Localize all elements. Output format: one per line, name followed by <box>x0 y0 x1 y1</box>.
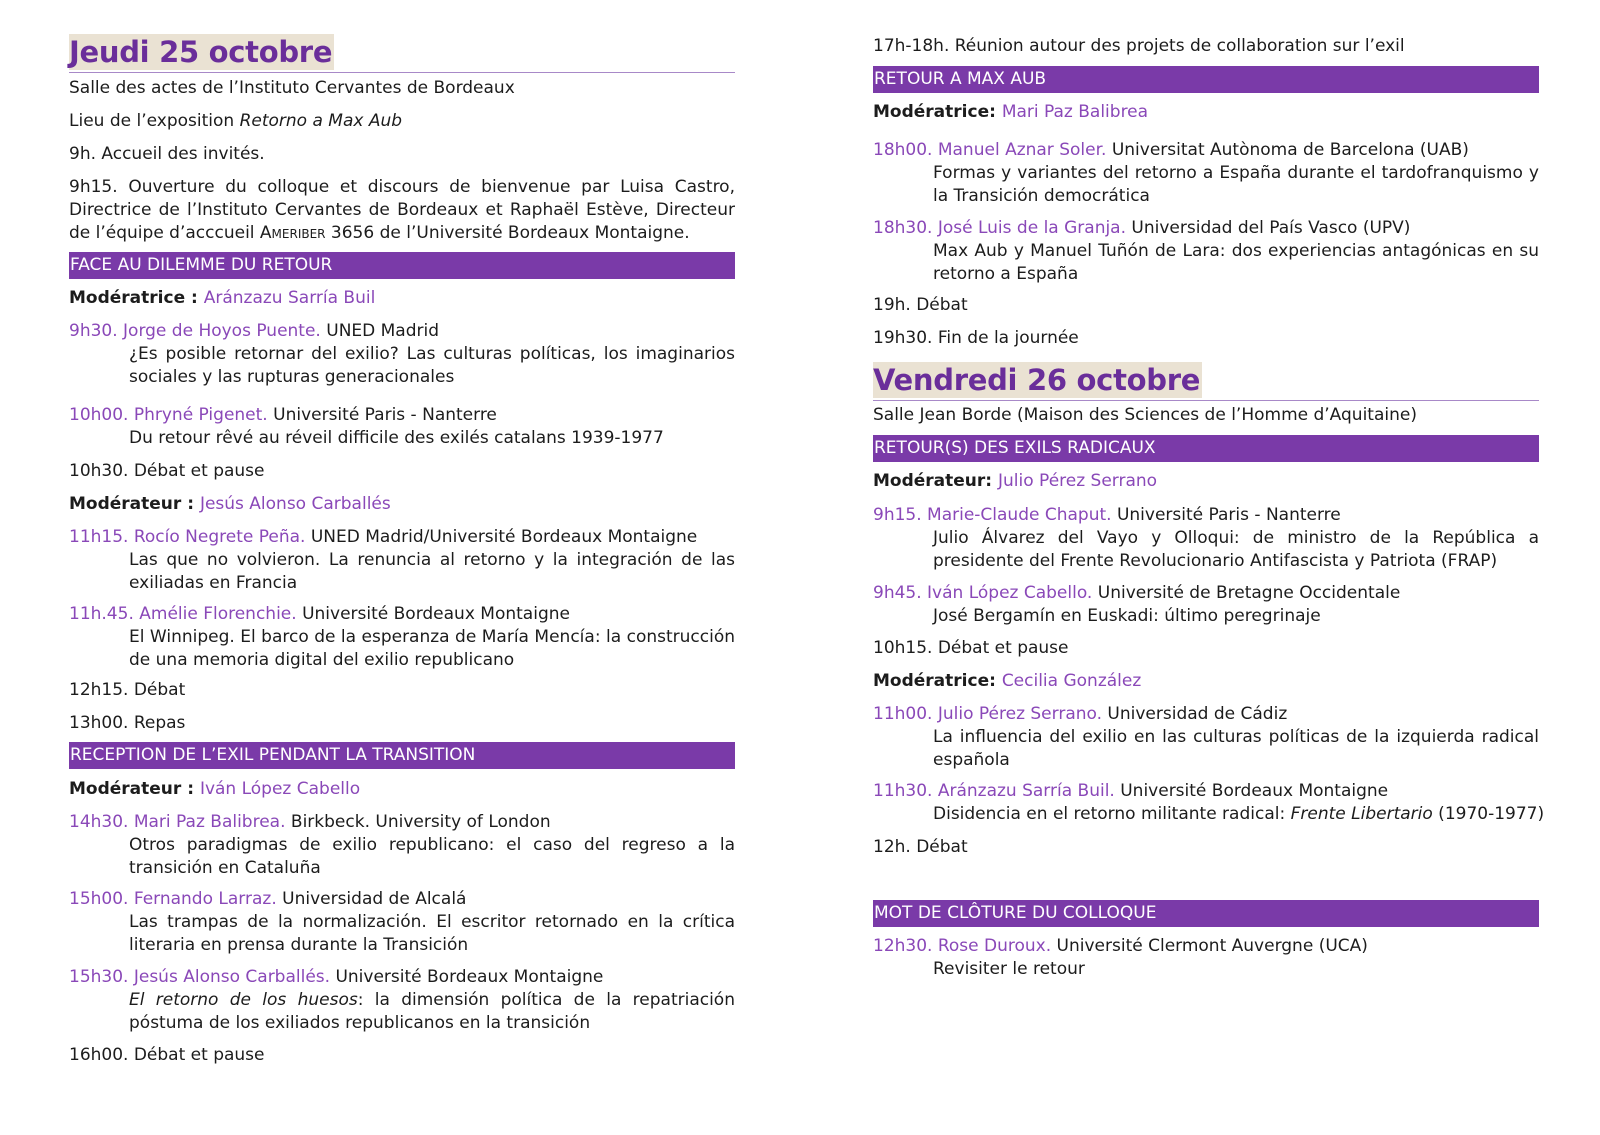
talk-time-speaker: 11h15. Rocío Negrete Peña. <box>69 527 306 547</box>
schedule-item: 10h15. Débat et pause <box>873 638 1069 658</box>
moderator-name: Mari Paz Balibrea <box>1001 102 1149 122</box>
welcome-text: 9h. Accueil des invités. <box>69 144 265 164</box>
moderator-line <box>69 493 735 516</box>
talk-title: Max Aub y Manuel Tuñón de Lara: dos experiencias antagónicas en su retorno a España <box>933 241 1539 284</box>
talk-item <box>873 217 1539 240</box>
moderator-name: Iván López Cabello <box>199 779 361 799</box>
moderator-label: Modérateur : <box>69 494 200 514</box>
talk-affiliation: UNED Madrid/Université Bordeaux Montaigne <box>305 527 698 547</box>
talk-item <box>873 504 1539 527</box>
talk-time-speaker: 9h15. Marie-Claude Chaput. <box>873 505 1112 525</box>
opening-text <box>69 176 735 245</box>
section-band: RETOUR(S) DES EXILS RADICAUX <box>873 435 1539 462</box>
talk-title: Las que no volvieron. La renuncia al retorno y la integración de las exiliadas en Francia <box>129 550 735 593</box>
day-divider <box>873 400 1539 401</box>
exhibition-prefix: Lieu de l’exposition <box>69 111 240 131</box>
talk-item <box>873 582 1539 605</box>
talk-item <box>873 935 1539 958</box>
talk-item <box>873 703 1539 726</box>
talk-time-speaker: 15h30. Jesús Alonso Carballés. <box>69 967 331 987</box>
moderator-label: Modératrice: <box>873 102 1002 122</box>
talk-title-italic: Frente Libertario <box>1290 804 1433 824</box>
talk-title-rest: : la dimensión política de la repatriación póstuma de los exiliados republicanos en la transición <box>129 990 735 1033</box>
talk-title: Formas y variantes del retorno a España durante el tardofranquismo y la Transición democrática <box>933 163 1539 206</box>
talk-time-speaker: 12h30. Rose Duroux. <box>873 936 1052 956</box>
moderator-label: Modérateur: <box>873 471 999 491</box>
section-band: RECEPTION DE L’EXIL PENDANT LA TRANSITION <box>69 742 735 769</box>
talk-title-pre: Disidencia en el retorno militante radical: <box>933 804 1291 824</box>
venue-text: Salle des actes de l’Instituto Cervantes de Bordeaux <box>69 78 515 98</box>
day-header-friday <box>873 362 1539 402</box>
exhibition-text <box>69 110 735 133</box>
moderator-line <box>873 470 1539 493</box>
talk-affiliation: Université de Bretagne Occidentale <box>1092 583 1401 603</box>
talk-title-post: (1970-1977) <box>1432 804 1545 824</box>
section-band: MOT DE CLÔTURE DU COLLOQUE <box>873 900 1539 927</box>
talk-item <box>873 780 1539 803</box>
section-band: FACE AU DILEMME DU RETOUR <box>69 252 735 279</box>
schedule-item: 16h00. Débat et pause <box>69 1045 265 1065</box>
moderator-name: Cecilia González <box>1001 671 1142 691</box>
talk-title: José Bergamín en Euskadi: último peregrinaje <box>933 606 1321 626</box>
talk-affiliation: Birkbeck. University of London <box>285 812 551 832</box>
talk-title: Revisiter le retour <box>933 959 1085 979</box>
day-title: Jeudi 25 octobre <box>69 35 333 69</box>
moderator-line <box>873 670 1539 693</box>
schedule-item: 10h30. Débat et pause <box>69 461 265 481</box>
talk-time-speaker: 11h00. Julio Pérez Serrano. <box>873 704 1103 724</box>
talk-affiliation: Université Paris - Nanterre <box>1111 505 1341 525</box>
moderator-label: Modératrice : <box>69 288 204 308</box>
talk-item <box>69 526 735 549</box>
talk-time-speaker: 9h30. Jorge de Hoyos Puente. <box>69 321 321 341</box>
talk-affiliation: Université Bordeaux Montaigne <box>296 604 570 624</box>
day-divider <box>69 72 735 73</box>
opening-main: 9h15. Ouverture du colloque et discours de bienvenue par Luisa Castro, Directrice de l’Instituto Cervantes de Bordeaux et Raphaël Estève, Directeur de l’équipe d’acccueil <box>69 177 735 243</box>
talk-affiliation: Universitat Autònoma de Barcelona (UAB) <box>1106 140 1469 160</box>
talk-affiliation: Universidad del País Vasco (UPV) <box>1126 218 1411 238</box>
talk-time-speaker: 10h00. Phryné Pigenet. <box>69 405 268 425</box>
schedule-item: 19h. Débat <box>873 295 968 315</box>
talk-time-speaker: 14h30. Mari Paz Balibrea. <box>69 812 286 832</box>
venue-text: Salle Jean Borde (Maison des Sciences de l’Homme d’Aquitaine) <box>873 405 1417 425</box>
talk-item <box>69 603 735 626</box>
talk-item <box>69 811 735 834</box>
talk-time-speaker: 18h00. Manuel Aznar Soler. <box>873 140 1107 160</box>
talk-affiliation: UNED Madrid <box>320 321 440 341</box>
talk-title: Otros paradigmas de exilio republicano: el caso del regreso a la transición en Cataluña <box>129 835 735 878</box>
talk-item <box>69 966 735 989</box>
talk-time-speaker: 15h00. Fernando Larraz. <box>69 889 277 909</box>
talk-item <box>69 888 735 911</box>
talk-item <box>873 139 1539 162</box>
moderator-line <box>69 778 735 801</box>
talk-title-italic: El retorno de los huesos <box>129 990 358 1010</box>
talk-time-speaker: 11h.45. Amélie Florenchie. <box>69 604 297 624</box>
moderator-label: Modératrice: <box>873 671 1002 691</box>
talk-item <box>69 404 735 427</box>
talk-title: Julio Álvarez del Vayo y Olloqui: de ministro de la República a presidente del Frente Revolucionario Antifascista y Patriota (FRAP) <box>933 528 1539 571</box>
talk-affiliation: Université Paris - Nanterre <box>267 405 497 425</box>
talk-time-speaker: 11h30. Aránzazu Sarría Buil. <box>873 781 1115 801</box>
exhibition-title: Retorno a Max Aub <box>239 111 403 131</box>
moderator-name: Jesús Alonso Carballés <box>199 494 391 514</box>
talk-title: ¿Es posible retornar del exilio? Las culturas políticas, los imaginarios sociales y las rupturas generacionales <box>129 344 735 387</box>
moderator-name: Julio Pérez Serrano <box>998 471 1158 491</box>
schedule-item: 13h00. Repas <box>69 713 186 733</box>
schedule-item: 12h15. Débat <box>69 680 186 700</box>
talk-item <box>69 320 735 343</box>
schedule-item: 19h30. Fin de la journée <box>873 328 1079 348</box>
talk-title <box>873 803 1545 826</box>
schedule-item: 17h-18h. Réunion autour des projets de collaboration sur l’exil <box>873 36 1405 56</box>
talk-affiliation: Universidad de Alcalá <box>276 889 467 909</box>
talk-affiliation: Université Clermont Auvergne (UCA) <box>1051 936 1368 956</box>
talk-time-speaker: 9h45. Iván López Cabello. <box>873 583 1093 603</box>
talk-affiliation: Université Bordeaux Montaigne <box>330 967 604 987</box>
opening-end: de l’Université Bordeaux Montaigne. <box>374 223 690 243</box>
talk-title <box>69 989 735 1035</box>
talk-affiliation: Université Bordeaux Montaigne <box>1114 781 1389 801</box>
schedule-item: 12h. Débat <box>873 837 968 857</box>
moderator-name: Aránzazu Sarría Buil <box>203 288 376 308</box>
moderator-line <box>69 287 735 310</box>
talk-affiliation: Universidad de Cádiz <box>1102 704 1288 724</box>
day-title: Vendredi 26 octobre <box>873 363 1201 397</box>
moderator-label: Modérateur : <box>69 779 200 799</box>
talk-title: Las trampas de la normalización. El escritor retornado en la crítica literaria en prensa durante la Transición <box>129 912 735 955</box>
talk-time-speaker: 18h30. José Luis de la Granja. <box>873 218 1127 238</box>
talk-title: La influencia del exilio en las culturas políticas de la izquierda radical española <box>933 727 1539 770</box>
talk-title: El Winnipeg. El barco de la esperanza de María Mencía: la construcción de una memoria digital del exilio republicano <box>129 627 735 670</box>
day-header-thursday <box>69 34 735 74</box>
talk-title: Du retour rêvé au réveil difficile des exilés catalans 1939-1977 <box>129 428 664 448</box>
section-band: RETOUR A MAX AUB <box>873 66 1539 93</box>
team-name: Ameriber 3656 <box>259 223 375 243</box>
moderator-line <box>873 101 1539 124</box>
